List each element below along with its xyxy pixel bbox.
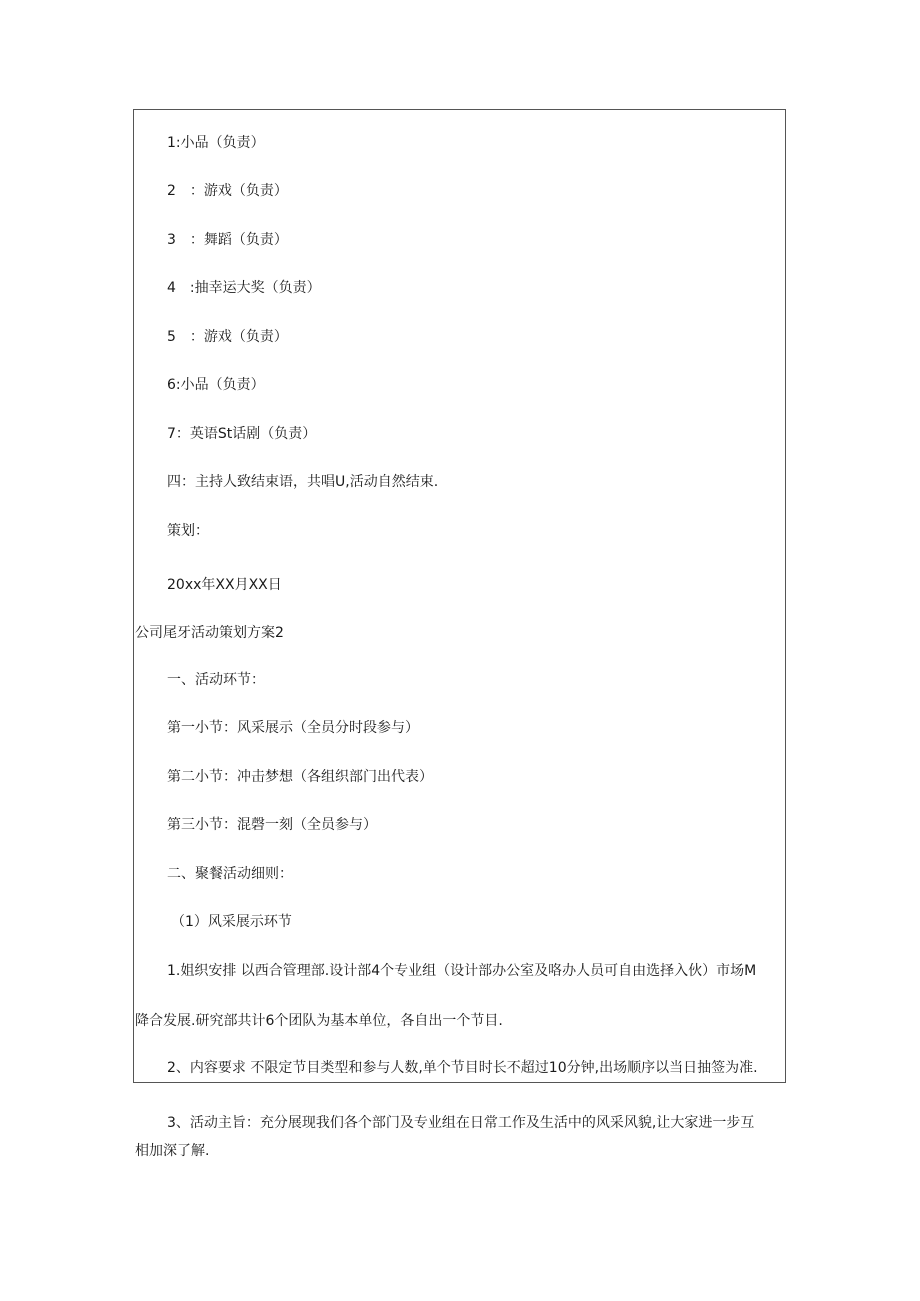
planner-label: 策划： <box>167 523 209 539</box>
paragraph-organization: 1.姐织安排 以西合管理部.设计部4个专业组（设计部办公室及咯办人员可自由选择入伙）市场M <box>167 963 757 979</box>
section-heading-1: 一、活动环节： <box>167 672 265 688</box>
program-item-6: 6:小品（负责） <box>167 377 265 393</box>
paragraph-purpose: 3、活动主旨：充分展现我们各个部门及专业组在日常工作及生活中的风采风貌,让大家进一步互 <box>167 1115 755 1131</box>
paragraph-organization-cont: 降合发展.研究部共计6个团队为基本单位，各自出一个节目. <box>135 1013 503 1029</box>
program-item-2: 2 ：游戏（负责） <box>167 183 288 199</box>
paragraph-purpose-cont: 相加深了解. <box>135 1143 210 1159</box>
closing-paragraph: 四：主持人致结束语，共唱U,活动自然结束. <box>167 474 439 490</box>
program-item-7: 7：英语St话剧（负责） <box>167 426 317 442</box>
subsection-1: 第一小节：风采展示（全员分时段参与） <box>167 720 419 736</box>
program-item-4: 4 :抽幸运大奖（负责） <box>167 280 321 296</box>
subsection-2: 第二小节：冲击梦想（各组织部门出代表） <box>167 769 433 785</box>
program-item-5: 5 ：游戏（负责） <box>167 329 288 345</box>
program-item-3: 3 ：舞蹈（负责） <box>167 232 288 248</box>
program-item-1: 1:小品（负责） <box>167 135 265 151</box>
subsection-3: 第三小节：混磬一刻（全员参与） <box>167 817 377 833</box>
subheading-showcase: （1）风采展示环节 <box>171 914 292 930</box>
document-date: 20xx年XX月XX日 <box>167 577 282 593</box>
paragraph-requirements: 2、内容要求 不限定节目类型和参与人数,单个节目时长不超过10分钟,出场顺序以当日抽签为准. <box>167 1060 758 1076</box>
plan-title: 公司尾牙活动策划方案2 <box>135 625 284 641</box>
section-heading-2: 二、聚餐活动细则： <box>167 866 293 882</box>
content-frame <box>133 109 786 1083</box>
